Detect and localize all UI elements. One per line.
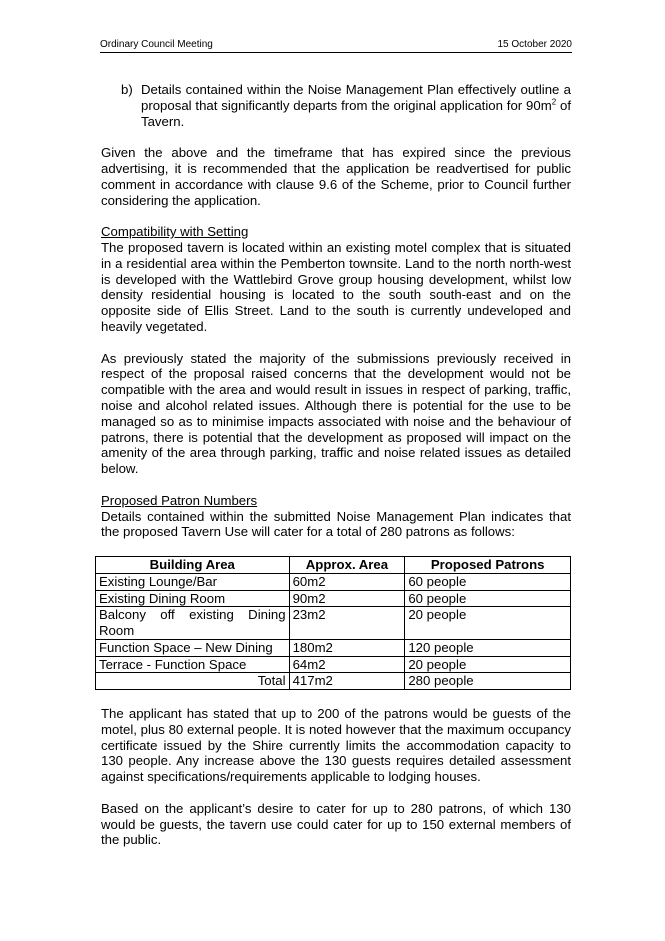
list-item-text-end: of Tavern.: [141, 97, 571, 129]
total-area: 417m2: [289, 673, 405, 690]
table-cell: 90m2: [289, 590, 405, 607]
table-cell: Existing Lounge/Bar: [96, 573, 290, 590]
table-row: [96, 573, 571, 590]
table-cell: Function Space – New Dining: [96, 639, 290, 656]
column-header: Building Area: [96, 556, 290, 573]
patron-table: [95, 556, 571, 690]
list-marker: b): [121, 82, 133, 97]
table-cell: 20 people: [405, 656, 571, 673]
heading-compatibility: Compatibility with Setting: [101, 224, 249, 240]
list-item-b: [121, 82, 571, 129]
table-cell: Terrace - Function Space: [96, 656, 290, 673]
header-date: 15 October 2020: [497, 39, 572, 50]
superscript: 2: [551, 97, 557, 107]
paragraph-setting: The proposed tavern is located within an existing motel complex that is situated in a residential area within the Pemberton townsite. Land to the north north-west is developed with the Wattlebird Grove group housing development, whilst low density residential housing is located to the south south-east and on the opposite side of Ellis Street. Land to the south is currently undeveloped and heavily vegetated.: [101, 239, 571, 334]
table-cell: 23m2: [289, 607, 405, 640]
heading-patron-numbers: Proposed Patron Numbers: [101, 492, 258, 508]
table-cell: 60 people: [405, 573, 571, 590]
table-total-row: [96, 673, 571, 690]
table-cell: 60 people: [405, 590, 571, 607]
page-header: [100, 38, 572, 53]
table-header-row: [96, 556, 571, 573]
header-meeting-title: Ordinary Council Meeting: [100, 39, 213, 50]
table-cell: Existing Dining Room: [96, 590, 290, 607]
table-cell: 180m2: [289, 639, 405, 656]
total-patrons: 280 people: [405, 673, 571, 690]
table-row: [96, 590, 571, 607]
paragraph-guests: The applicant has stated that up to 200 of the patrons would be guests of the motel, plus 80 external people. It is noted however that the maximum occupancy certificate issued by the Shire currently limits the accommodation capacity to 130 people. Any increase above the 130 guests requires detailed assessment against specifications/requirements applicable to lodging houses.: [101, 706, 571, 785]
table-row: [96, 607, 571, 640]
list-item-text-main: Details contained within the Noise Management Plan effectively outline a proposal that significantly departs from the original application for 90m: [141, 82, 571, 113]
table-cell: 64m2: [289, 656, 405, 673]
table-cell: 120 people: [405, 639, 571, 656]
paragraph-submissions: As previously stated the majority of the submissions previously received in respect of the proposal raised concerns that the development would not be compatible with the area and would result in issues in respect of parking, traffic, noise and alcohol related issues. Although there is potential for the use to be managed so as to minimise impacts associated with noise and the behaviour of patrons, there is potential that the development as proposed will impact on the amenity of the area through parking, traffic and noise related issues as detailed below.: [101, 350, 571, 477]
list-item-text: [141, 82, 571, 129]
total-label: Total: [96, 673, 290, 690]
table-cell: Balcony off existing Dining Room: [96, 607, 290, 640]
column-header: Proposed Patrons: [405, 556, 571, 573]
table-row: [96, 656, 571, 673]
table-row: [96, 639, 571, 656]
paragraph-external: Based on the applicant’s desire to cater for up to 280 patrons, of which 130 would be guests, the tavern use could cater for up to 150 external members of the public.: [101, 800, 571, 848]
table-cell: 20 people: [405, 607, 571, 640]
table-cell: 60m2: [289, 573, 405, 590]
paragraph-readvertise: Given the above and the timeframe that has expired since the previous advertising, it is recommended that the application be readvertised for public comment in accordance with clause 9.6 of the Scheme, prior to Council further considering the application.: [101, 145, 571, 208]
paragraph-patrons: Details contained within the submitted Noise Management Plan indicates that the proposed Tavern Use will cater for a total of 280 patrons as follows:: [101, 508, 571, 540]
document-body: [101, 82, 571, 864]
column-header: Approx. Area: [289, 556, 405, 573]
